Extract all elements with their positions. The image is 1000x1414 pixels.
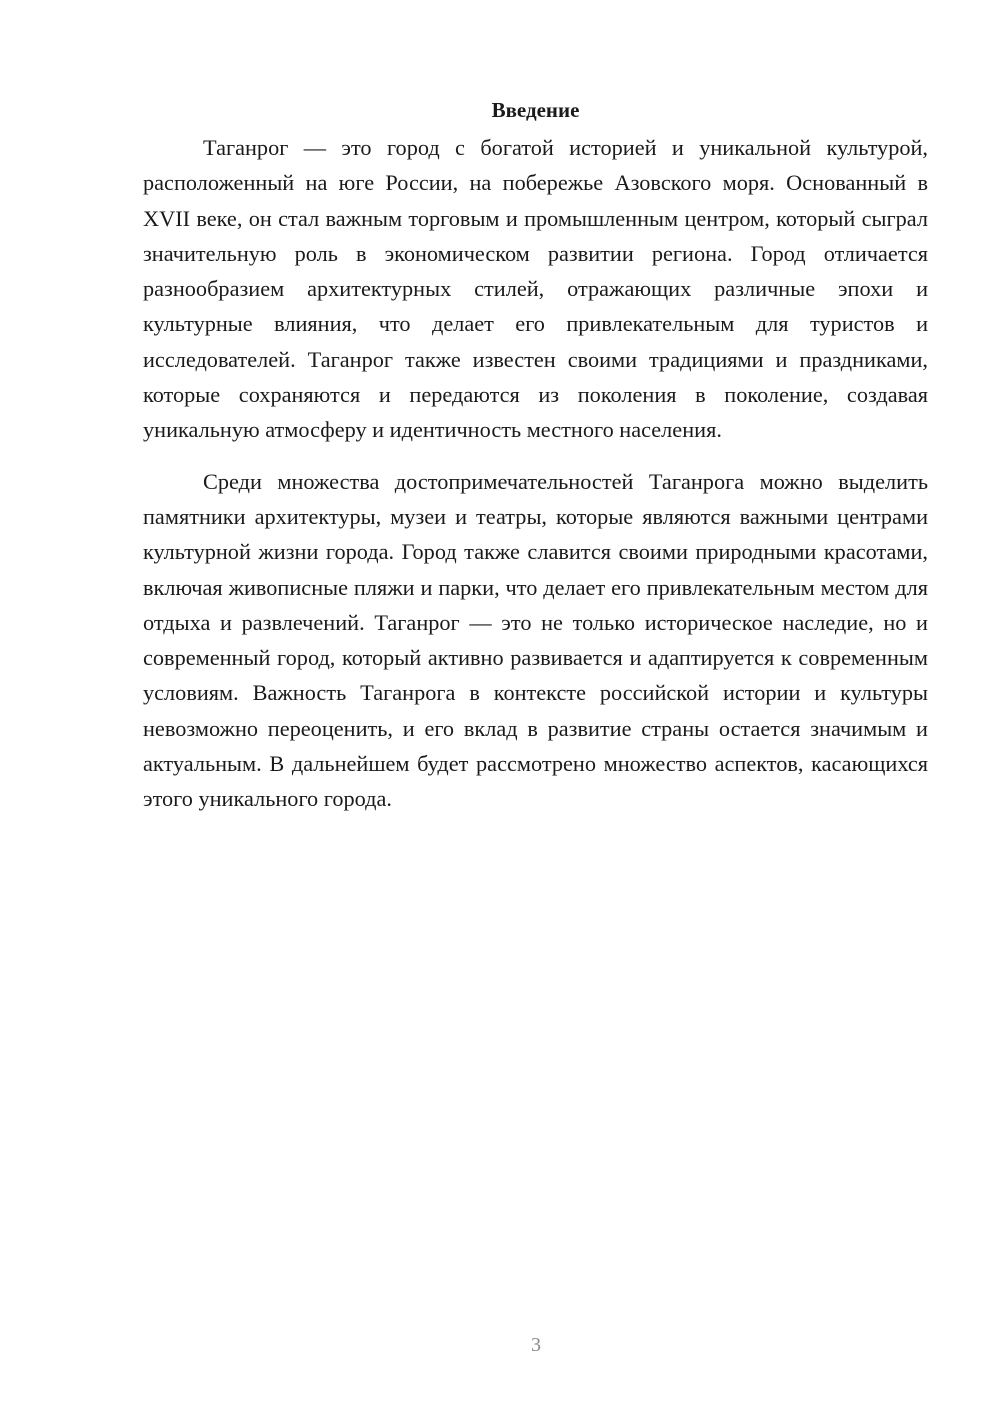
paragraph-2: Среди множества достопримечательностей Таганрога можно выделить памятники архитектуры, музеи и театры, которые являются важными центрами культурной жизни города. Город также славится своими природными красотами, включая живописные пляжи и парки, что делает его привлекательным местом для отдыха и развлечений. Таганрог — это не только историческое наследие, но и современный город, который активно развивается и адаптируется к современным условиям. Важность Таганрога в контексте российской истории и культуры невозможно переоценить, и его вклад в развитие страны остается значимым и актуальным. В дальнейшем будет рассмотрено множество аспектов, касающихся этого уникального города.	[143, 468, 928, 812]
document-body	[143, 96, 928, 833]
paragraph-1: Таганрог — это город с богатой историей и уникальной культурой, расположенный на юге России, на побережье Азовского моря. Основанный в XVII веке, он стал важным торговым и промышленным центром, который сыграл значительную роль в экономическом развитии региона. Город отличается разнообразием архитектурных стилей, отражающих различные эпохи и культурные влияния, что делает его привлекательным для туристов и исследователей. Таганрог также известен своими традициями и праздниками, которые сохраняются и передаются из поколения в поколение, создавая уникальную атмосферу и идентичность местного населения.	[143, 135, 928, 443]
section-heading: Введение	[491, 98, 580, 122]
page-number: 3	[531, 1334, 541, 1356]
